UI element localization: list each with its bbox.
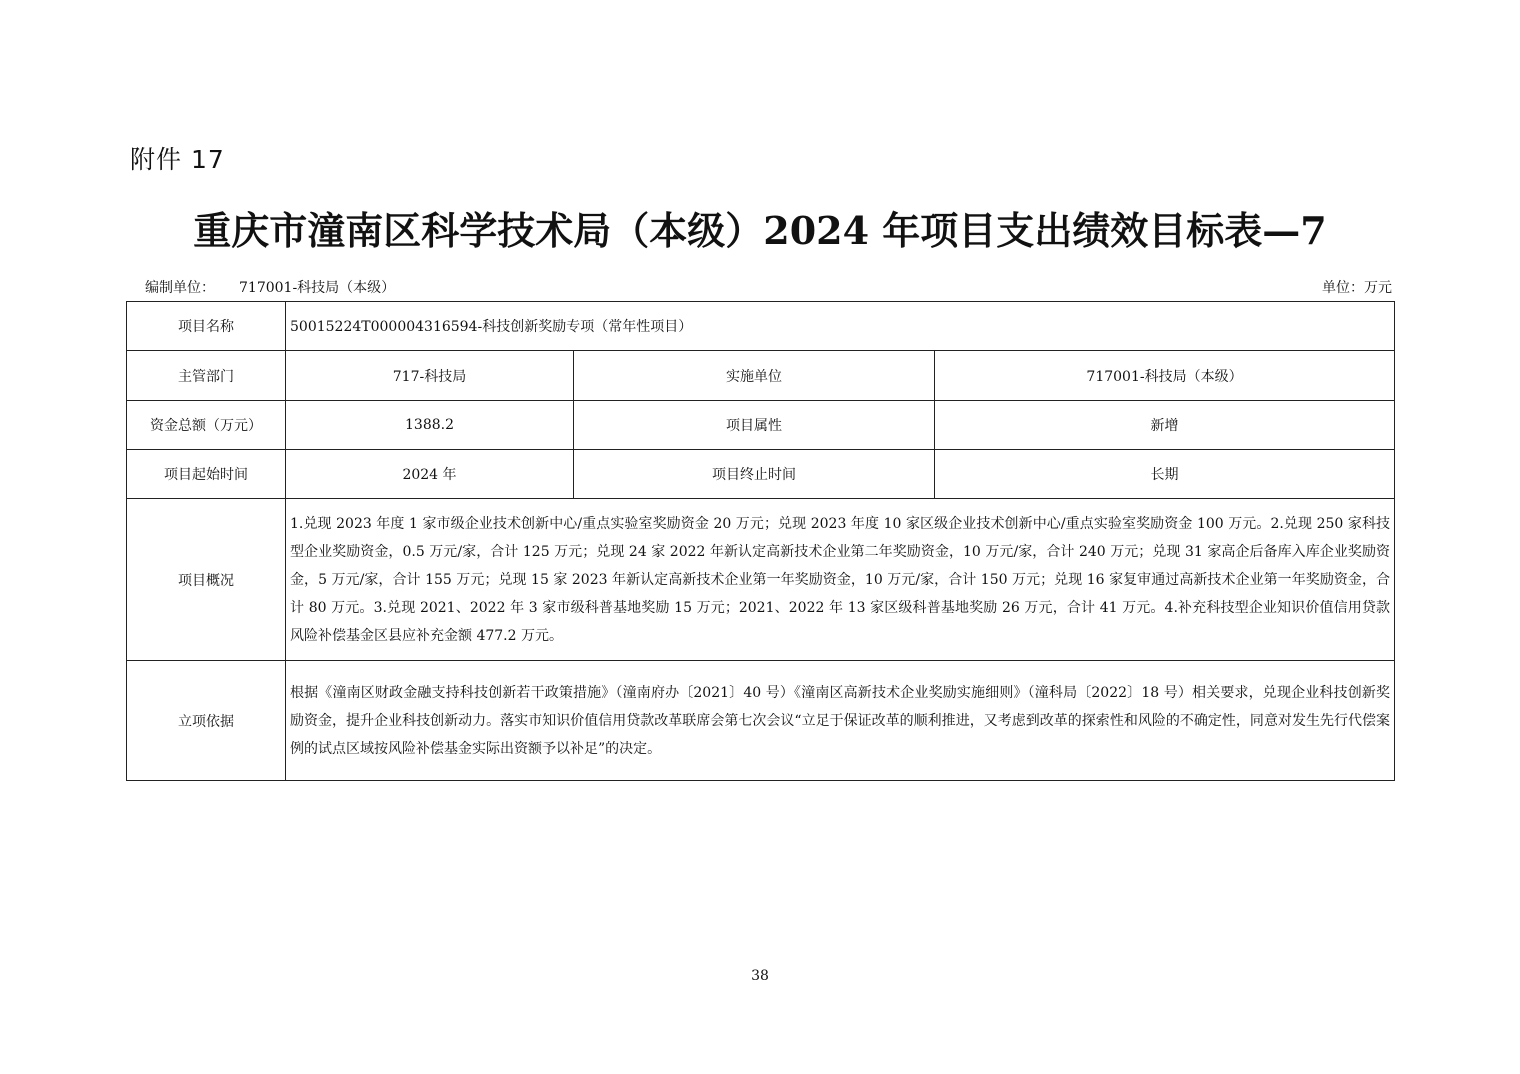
overview-label: 项目概况 (127, 499, 286, 661)
basis-label: 立项依据 (127, 661, 286, 781)
start-label: 项目起始时间 (127, 450, 286, 499)
row-period (127, 450, 1395, 499)
currency-unit: 单位：万元 (1322, 280, 1392, 296)
impl-label: 实施单位 (574, 351, 935, 401)
page-title: 重庆市潼南区科学技术局（本级）2024 年项目支出绩效目标表—7 (193, 208, 1327, 253)
compiling-unit-label: 编制单位： (145, 280, 215, 296)
project-name-value: 50015224T000004316594-科技创新奖励专项（常年性项目） (286, 302, 1395, 351)
page-number: 38 (751, 968, 769, 984)
compiling-unit (145, 277, 395, 297)
basis-value: 根据《潼南区财政金融支持科技创新若干政策措施》（潼南府办〔2021〕40 号）《潼南区高新技术企业奖励实施细则》（潼科局〔2022〕18 号）相关要求，兑现企业科技创新奖励资金，提升企业科技创新动力。落实市知识价值信用贷款改革联席会第七次会议“立足于保证改革的顺利推进，又考虑到改革的探索性和风险的不确定性，同意对发生先行代偿案例的试点区域按风险补偿基金实际出资额予以补足”的决定。 (286, 661, 1395, 781)
impl-value: 717001-科技局（本级） (935, 351, 1395, 401)
attr-value: 新增 (935, 401, 1395, 450)
dept-label: 主管部门 (127, 351, 286, 401)
funds-label: 资金总额（万元） (127, 401, 286, 450)
overview-value: 1.兑现 2023 年度 1 家市级企业技术创新中心/重点实验室奖励资金 20 万元；兑现 2023 年度 10 家区级企业技术创新中心/重点实验室奖励资金 100 万元。2.兑现 250 家科技型企业奖励资金，0.5 万元/家，合计 125 万元；兑现 24 家 2022 年新认定高新技术企业第二年奖励资金，10 万元/家，合计 240 万元；兑现 31 家高企后备库入库企业奖励资金，5 万元/家，合计 155 万元；兑现 15 家 2023 年新认定高新技术企业第一年奖励资金，10 万元/家，合计 150 万元；兑现 16 家复审通过高新技术企业第一年奖励资金，合计 80 万元。3.兑现 2021、2022 年 3 家市级科普基地奖励 15 万元；2021、2022 年 13 家区级科普基地奖励 26 万元，合计 41 万元。4.补充科技型企业知识价值信用贷款风险补偿基金区县应补充金额 477.2 万元。 (286, 499, 1395, 661)
compiling-unit-value: 717001-科技局（本级） (239, 280, 396, 296)
row-project-name (127, 302, 1395, 351)
start-value: 2024 年 (286, 450, 574, 499)
dept-value: 717-科技局 (286, 351, 574, 401)
row-basis (127, 661, 1395, 781)
performance-table (126, 301, 1395, 781)
end-label: 项目终止时间 (574, 450, 935, 499)
row-overview (127, 499, 1395, 661)
funds-value: 1388.2 (286, 401, 574, 450)
attachment-label: 附件 17 (130, 145, 225, 174)
end-value: 长期 (935, 450, 1395, 499)
row-department (127, 351, 1395, 401)
row-funds (127, 401, 1395, 450)
attr-label: 项目属性 (574, 401, 935, 450)
project-name-label: 项目名称 (127, 302, 286, 351)
